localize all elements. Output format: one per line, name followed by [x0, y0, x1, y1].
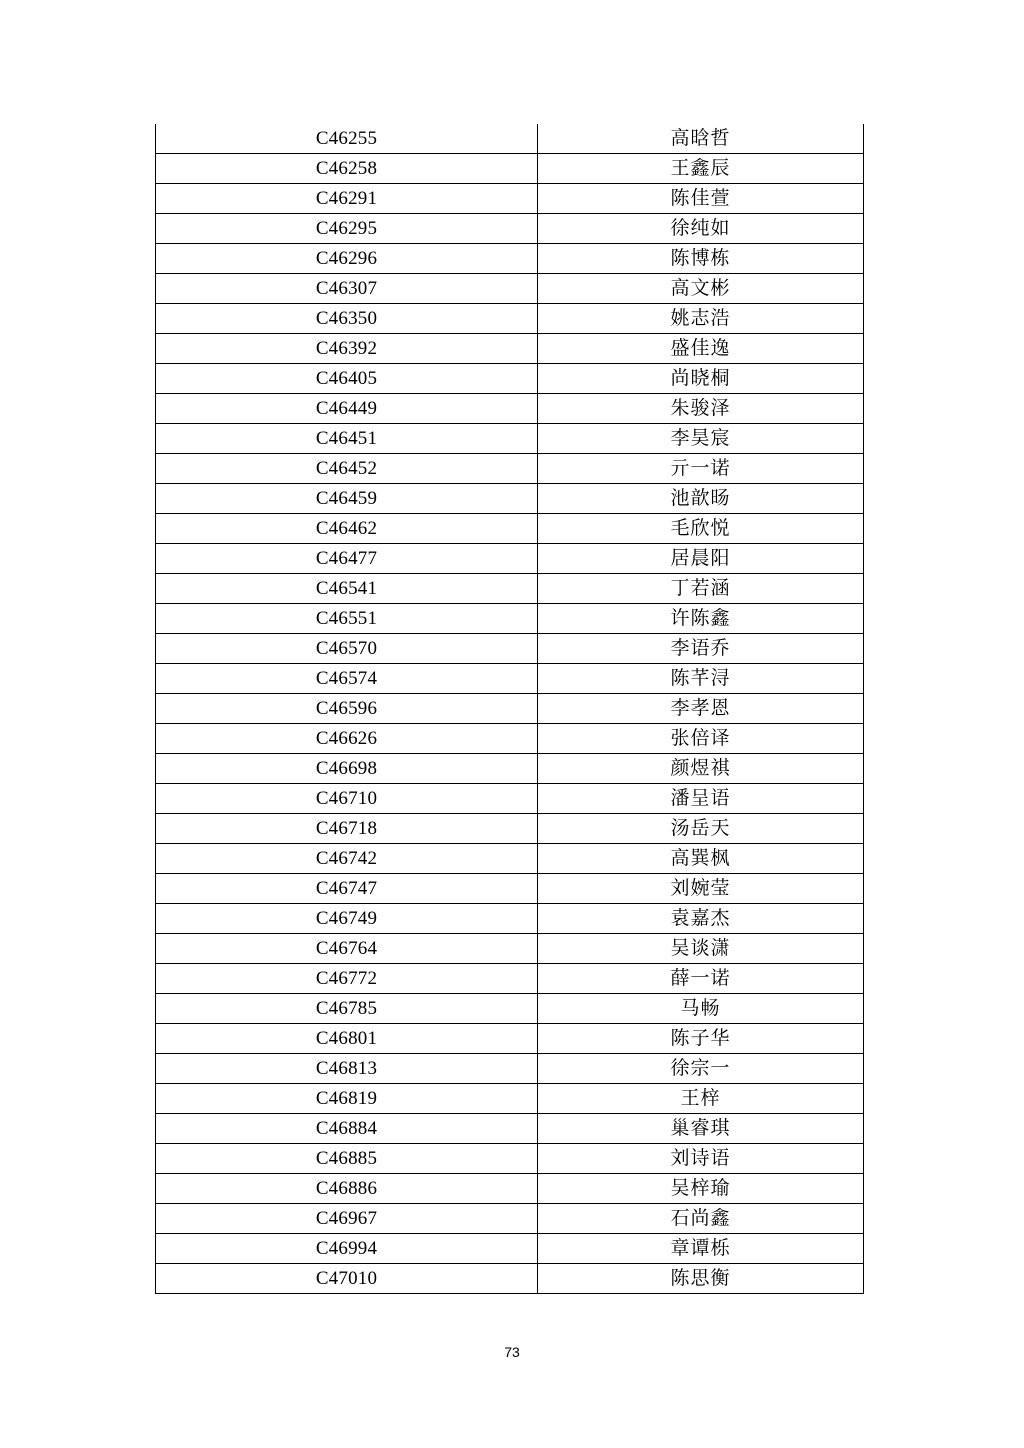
table-row: [156, 1234, 864, 1264]
table-row: [156, 124, 864, 154]
student-name-cell: 陈芊浔: [538, 664, 864, 694]
roster-table-body: [156, 124, 864, 1294]
student-id-cell: C46405: [156, 364, 538, 394]
student-name-cell: 毛欣悦: [538, 514, 864, 544]
table-row: [156, 484, 864, 514]
student-name-cell: 袁嘉杰: [538, 904, 864, 934]
student-id-cell: C46307: [156, 274, 538, 304]
student-id-cell: C46296: [156, 244, 538, 274]
table-row: [156, 304, 864, 334]
table-row: [156, 514, 864, 544]
student-id-cell: C46698: [156, 754, 538, 784]
student-name-cell: 马畅: [538, 994, 864, 1024]
table-row: [156, 1114, 864, 1144]
student-name-cell: 姚志浩: [538, 304, 864, 334]
table-row: [156, 784, 864, 814]
student-name-cell: 尚晓桐: [538, 364, 864, 394]
page-number: 73: [504, 1344, 520, 1360]
student-name-cell: 盛佳逸: [538, 334, 864, 364]
table-row: [156, 214, 864, 244]
table-row: [156, 754, 864, 784]
table-row: [156, 1054, 864, 1084]
student-id-cell: C46459: [156, 484, 538, 514]
student-name-cell: 高巽枫: [538, 844, 864, 874]
table-row: [156, 694, 864, 724]
student-id-cell: C46772: [156, 964, 538, 994]
student-id-cell: C46551: [156, 604, 538, 634]
table-row: [156, 244, 864, 274]
student-name-cell: 居晨阳: [538, 544, 864, 574]
student-name-cell: 徐纯如: [538, 214, 864, 244]
student-name-cell: 李语乔: [538, 634, 864, 664]
student-id-cell: C46747: [156, 874, 538, 904]
table-row: [156, 604, 864, 634]
student-name-cell: 亓一诺: [538, 454, 864, 484]
student-id-cell: C46785: [156, 994, 538, 1024]
student-id-cell: C46994: [156, 1234, 538, 1264]
student-name-cell: 陈子华: [538, 1024, 864, 1054]
student-name-cell: 刘诗语: [538, 1144, 864, 1174]
student-name-cell: 李孝恩: [538, 694, 864, 724]
table-row: [156, 1144, 864, 1174]
table-row: [156, 814, 864, 844]
table-row: [156, 274, 864, 304]
student-name-cell: 高文彬: [538, 274, 864, 304]
table-row: [156, 874, 864, 904]
student-id-cell: C46462: [156, 514, 538, 544]
student-name-cell: 吴梓瑜: [538, 1174, 864, 1204]
student-name-cell: 刘婉莹: [538, 874, 864, 904]
student-id-cell: C46477: [156, 544, 538, 574]
student-id-cell: C46295: [156, 214, 538, 244]
student-name-cell: 吴谈潇: [538, 934, 864, 964]
student-id-cell: C46742: [156, 844, 538, 874]
student-id-cell: C46819: [156, 1084, 538, 1114]
table-row: [156, 934, 864, 964]
student-id-cell: C46258: [156, 154, 538, 184]
table-row: [156, 424, 864, 454]
table-row: [156, 1204, 864, 1234]
table-row: [156, 634, 864, 664]
student-name-cell: 石尚鑫: [538, 1204, 864, 1234]
student-id-cell: C46710: [156, 784, 538, 814]
student-id-cell: C46764: [156, 934, 538, 964]
table-row: [156, 334, 864, 364]
student-name-cell: 朱骏泽: [538, 394, 864, 424]
student-name-cell: 陈思衡: [538, 1264, 864, 1294]
student-id-cell: C46813: [156, 1054, 538, 1084]
student-name-cell: 池歆旸: [538, 484, 864, 514]
table-row: [156, 994, 864, 1024]
student-name-cell: 王鑫辰: [538, 154, 864, 184]
student-name-cell: 章谭栎: [538, 1234, 864, 1264]
table-row: [156, 1024, 864, 1054]
student-id-cell: C46392: [156, 334, 538, 364]
student-name-cell: 汤岳天: [538, 814, 864, 844]
student-id-cell: C46541: [156, 574, 538, 604]
student-name-cell: 巢睿琪: [538, 1114, 864, 1144]
student-name-cell: 张倍译: [538, 724, 864, 754]
student-id-cell: C47010: [156, 1264, 538, 1294]
table-row: [156, 454, 864, 484]
student-name-cell: 许陈鑫: [538, 604, 864, 634]
student-name-cell: 潘呈语: [538, 784, 864, 814]
roster-table: [155, 124, 864, 1294]
table-row: [156, 394, 864, 424]
student-id-cell: C46718: [156, 814, 538, 844]
student-id-cell: C46574: [156, 664, 538, 694]
table-row: [156, 1084, 864, 1114]
table-row: [156, 724, 864, 754]
table-row: [156, 844, 864, 874]
table-row: [156, 574, 864, 604]
student-id-cell: C46350: [156, 304, 538, 334]
student-name-cell: 陈佳萱: [538, 184, 864, 214]
table-row: [156, 364, 864, 394]
student-name-cell: 高晗哲: [538, 124, 864, 154]
student-id-cell: C46596: [156, 694, 538, 724]
student-name-cell: 徐宗一: [538, 1054, 864, 1084]
student-id-cell: C46449: [156, 394, 538, 424]
student-id-cell: C46801: [156, 1024, 538, 1054]
table-row: [156, 1174, 864, 1204]
student-id-cell: C46886: [156, 1174, 538, 1204]
student-id-cell: C46570: [156, 634, 538, 664]
table-row: [156, 664, 864, 694]
student-name-cell: 王梓: [538, 1084, 864, 1114]
student-id-cell: C46626: [156, 724, 538, 754]
table-row: [156, 1264, 864, 1294]
student-id-cell: C46967: [156, 1204, 538, 1234]
student-id-cell: C46451: [156, 424, 538, 454]
student-id-cell: C46291: [156, 184, 538, 214]
student-id-cell: C46452: [156, 454, 538, 484]
student-id-cell: C46255: [156, 124, 538, 154]
table-row: [156, 184, 864, 214]
student-name-cell: 丁若涵: [538, 574, 864, 604]
student-id-cell: C46885: [156, 1144, 538, 1174]
student-name-cell: 李昊宸: [538, 424, 864, 454]
student-name-cell: 颜煜祺: [538, 754, 864, 784]
table-row: [156, 904, 864, 934]
table-row: [156, 964, 864, 994]
table-row: [156, 154, 864, 184]
student-name-cell: 陈博栋: [538, 244, 864, 274]
student-id-cell: C46749: [156, 904, 538, 934]
table-row: [156, 544, 864, 574]
student-id-cell: C46884: [156, 1114, 538, 1144]
student-name-cell: 薛一诺: [538, 964, 864, 994]
